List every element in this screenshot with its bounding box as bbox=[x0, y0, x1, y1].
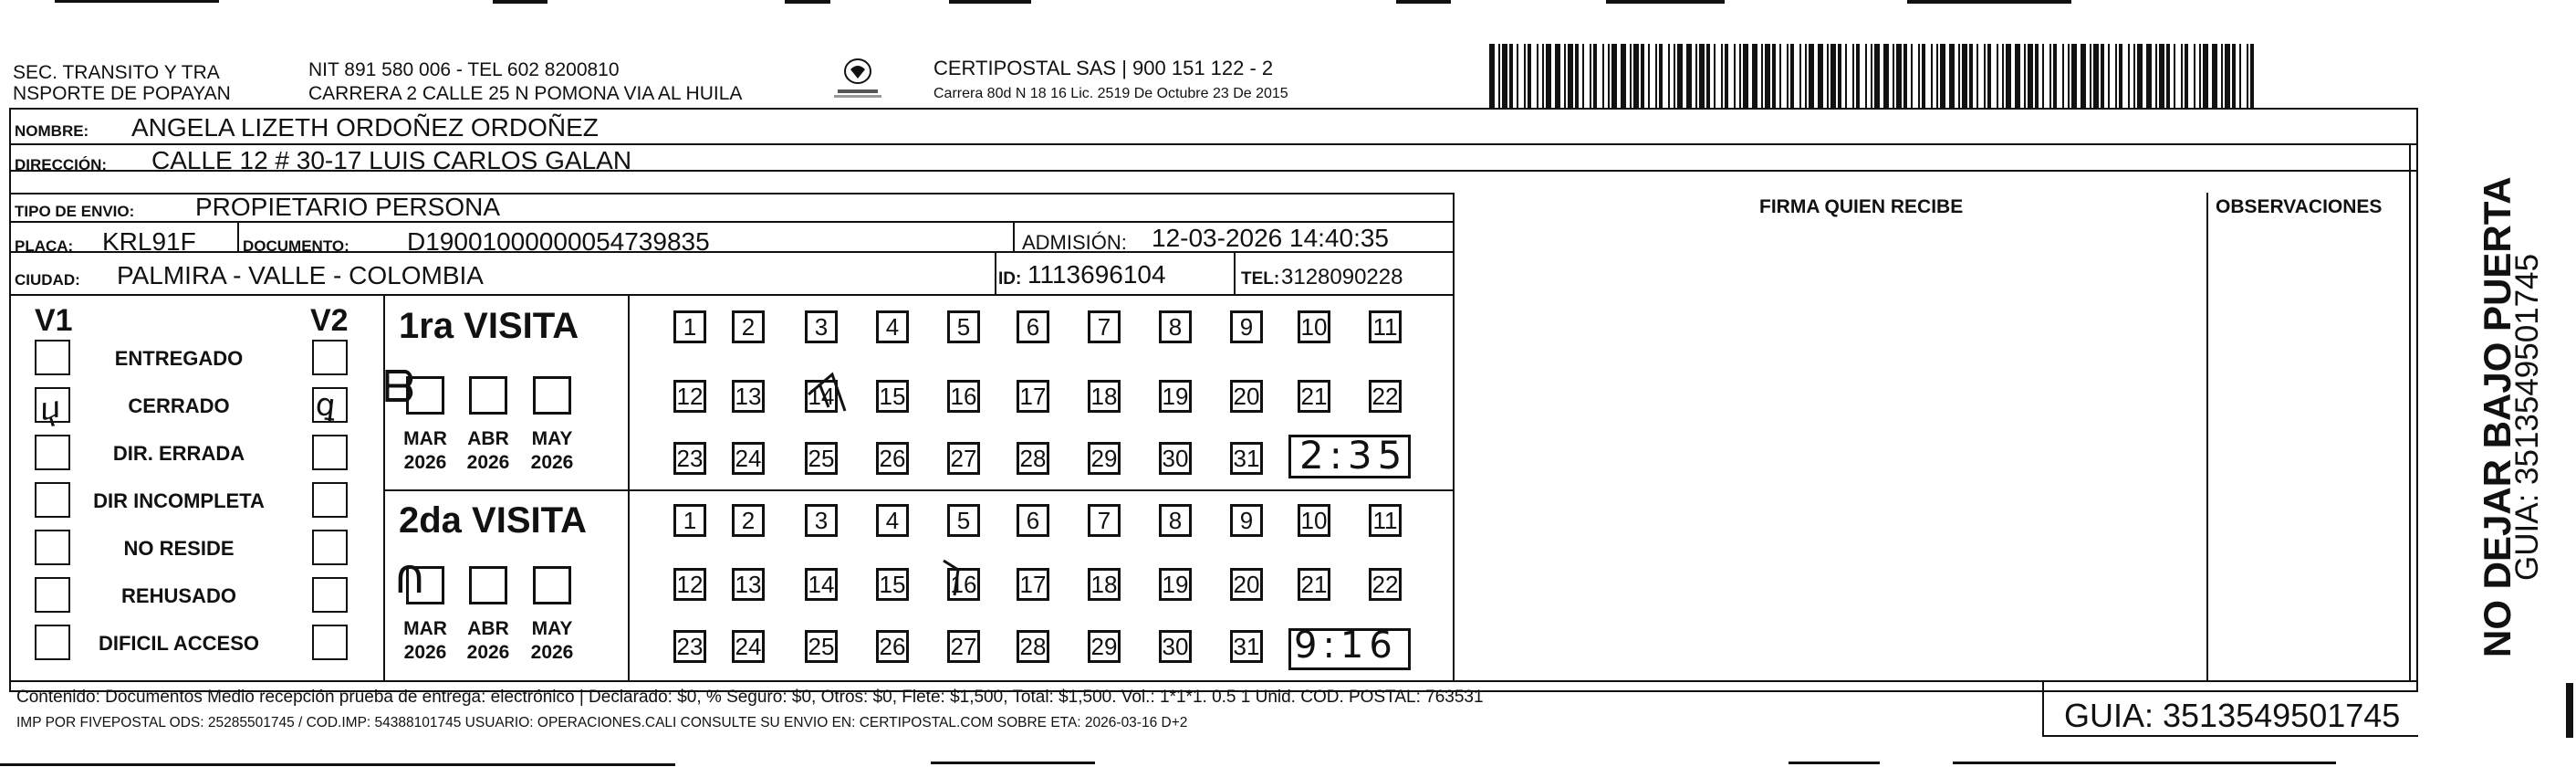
barcode-bar bbox=[2053, 44, 2057, 108]
day-checkbox-visit2[interactable]: 24 bbox=[732, 630, 765, 663]
barcode-bar bbox=[2247, 44, 2248, 108]
barcode-bar bbox=[2090, 44, 2091, 108]
day-checkbox-visit1[interactable]: 28 bbox=[1017, 442, 1049, 475]
day-checkbox-visit1[interactable]: 2 bbox=[732, 310, 765, 343]
v1-checkbox[interactable] bbox=[35, 340, 70, 375]
handwritten-mark-mar-visit2: ∩ bbox=[392, 550, 428, 604]
day-checkbox-visit2[interactable]: 16 bbox=[947, 568, 980, 601]
v1-checkbox[interactable] bbox=[35, 625, 70, 660]
barcode bbox=[1489, 44, 2256, 110]
barcode-bar bbox=[1893, 44, 1894, 108]
day-checkbox-visit1[interactable]: 14 bbox=[805, 380, 838, 413]
day-checkbox-visit2[interactable]: 26 bbox=[876, 630, 909, 663]
barcode-bar bbox=[1852, 44, 1854, 108]
v1-checkbox[interactable] bbox=[35, 530, 70, 565]
footer-impresion: IMP POR FIVEPOSTAL ODS: 25285501745 / COD.IMP: 54388101745 USUARIO: OPERACIONES.CALI CONSULTE SU ENVIO EN: CERTIPOSTAL.COM SOBRE ETA: 2026-03-16 D+2 bbox=[16, 715, 1188, 730]
barcode-bar bbox=[1805, 44, 1807, 108]
year-label: 2026 bbox=[466, 642, 510, 663]
company-line2: Carrera 80d N 18 16 Lic. 2519 De Octubre 23 De 2015 bbox=[933, 86, 1288, 101]
day-checkbox-visit1[interactable]: 24 bbox=[732, 442, 765, 475]
barcode-bar bbox=[1695, 44, 1697, 108]
barcode-bar bbox=[2068, 44, 2070, 108]
barcode-bar bbox=[1706, 44, 1710, 108]
v2-checkbox[interactable] bbox=[312, 482, 348, 518]
visit2-time-handwritten: 9:16 bbox=[1294, 625, 1398, 667]
barcode-bar bbox=[2185, 44, 2188, 108]
barcode-bar bbox=[1721, 44, 1723, 108]
day-checkbox-visit1[interactable]: 1 bbox=[673, 310, 706, 343]
barcode-bar bbox=[2093, 44, 2099, 108]
month-checkbox[interactable] bbox=[469, 376, 507, 415]
day-checkbox-visit2[interactable]: 20 bbox=[1230, 568, 1263, 601]
nombre-value: ANGELA LIZETH ORDOÑEZ ORDOÑEZ bbox=[131, 113, 599, 142]
barcode-bar bbox=[2133, 44, 2135, 108]
month-checkbox[interactable] bbox=[533, 566, 571, 604]
barcode-bar bbox=[2115, 44, 2117, 108]
bottom-edge-marks bbox=[0, 754, 2576, 767]
barcode-bar bbox=[1940, 44, 1945, 108]
barcode-bar bbox=[1568, 44, 1573, 108]
day-checkbox-visit2[interactable]: 3 bbox=[805, 504, 838, 537]
barcode-bar bbox=[1582, 44, 1584, 108]
barcode-bar bbox=[1502, 44, 1507, 108]
certipostal-logo bbox=[830, 53, 885, 100]
day-checkbox-visit2[interactable]: 28 bbox=[1017, 630, 1049, 663]
barcode-bar bbox=[2081, 44, 2086, 108]
day-checkbox-visit1[interactable]: 27 bbox=[947, 442, 980, 475]
month-label: MAY bbox=[531, 618, 573, 639]
barcode-bar bbox=[1874, 44, 1880, 108]
day-checkbox-visit1[interactable]: 22 bbox=[1369, 380, 1402, 413]
day-checkbox-visit2[interactable]: 30 bbox=[1159, 630, 1192, 663]
day-checkbox-visit2[interactable]: 12 bbox=[673, 568, 706, 601]
v2-checkbox[interactable] bbox=[312, 530, 348, 565]
barcode-bar bbox=[1838, 44, 1841, 108]
day-checkbox-visit1[interactable]: 11 bbox=[1369, 310, 1402, 343]
barcode-bar bbox=[1958, 44, 1960, 108]
v2-checkbox[interactable] bbox=[312, 577, 348, 613]
placa-label: PLACA: bbox=[15, 237, 74, 255]
barcode-bar bbox=[1668, 44, 1670, 108]
barcode-bar bbox=[1976, 44, 1978, 108]
barcode-bar bbox=[1765, 44, 1770, 108]
documento-label: DOCUMENTO: bbox=[243, 237, 349, 255]
barcode-bar bbox=[1962, 44, 1967, 108]
barcode-bar bbox=[2071, 44, 2077, 108]
barcode-bar bbox=[1936, 44, 1938, 108]
barcode-bar bbox=[2137, 44, 2143, 108]
company-line1: CERTIPOSTAL SAS | 900 151 122 - 2 bbox=[933, 57, 1274, 79]
id-value: 1113696104 bbox=[1027, 260, 1166, 289]
day-checkbox-visit1[interactable]: 15 bbox=[876, 380, 909, 413]
day-checkbox-visit1[interactable]: 10 bbox=[1298, 310, 1330, 343]
barcode-bar bbox=[1699, 44, 1705, 108]
barcode-bar bbox=[2101, 44, 2104, 108]
tel-label: TEL: bbox=[1241, 269, 1280, 289]
direccion-value: CALLE 12 # 30-17 LUIS CARLOS GALAN bbox=[151, 146, 632, 174]
month-label: ABR bbox=[467, 428, 509, 449]
barcode-bar bbox=[1593, 44, 1597, 108]
day-checkbox-visit1[interactable]: 3 bbox=[805, 310, 838, 343]
id-label: ID: bbox=[998, 269, 1022, 289]
barcode-bar bbox=[1809, 44, 1814, 108]
year-label: 2026 bbox=[530, 642, 574, 663]
nombre-label: NOMBRE: bbox=[15, 122, 89, 140]
barcode-bar bbox=[1725, 44, 1728, 108]
barcode-bar bbox=[1648, 44, 1650, 108]
nit-line: NIT 891 580 006 - TEL 602 8200810 bbox=[308, 59, 620, 80]
barcode-bar bbox=[1931, 44, 1933, 108]
month-label: MAY bbox=[531, 428, 573, 449]
barcode-bar bbox=[1761, 44, 1763, 108]
day-checkbox-visit1[interactable]: 6 bbox=[1017, 310, 1049, 343]
barcode-bar bbox=[2239, 44, 2241, 108]
barcode-bar bbox=[1621, 44, 1626, 108]
day-checkbox-visit2[interactable]: 31 bbox=[1230, 630, 1263, 663]
admision-label: ADMISIÓN: bbox=[1022, 231, 1127, 254]
day-checkbox-visit1[interactable]: 9 bbox=[1230, 310, 1263, 343]
placa-value: KRL91F bbox=[102, 227, 196, 256]
v1-checkbox[interactable] bbox=[35, 435, 70, 470]
barcode-bar bbox=[1674, 44, 1675, 108]
barcode-bar bbox=[1739, 44, 1741, 108]
barcode-bar bbox=[1641, 44, 1644, 108]
status-label: NO RESIDE bbox=[123, 537, 235, 560]
day-checkbox-visit1[interactable]: 7 bbox=[1088, 310, 1121, 343]
day-checkbox-visit2[interactable]: 22 bbox=[1369, 568, 1402, 601]
day-checkbox-visit2[interactable]: 18 bbox=[1088, 568, 1121, 601]
day-checkbox-visit2[interactable]: 7 bbox=[1088, 504, 1121, 537]
barcode-bar bbox=[2119, 44, 2122, 108]
month-checkbox[interactable] bbox=[469, 566, 507, 604]
barcode-bar bbox=[1546, 44, 1551, 108]
ciudad-value: PALMIRA - VALLE - COLOMBIA bbox=[117, 261, 484, 289]
barcode-bar bbox=[1509, 44, 1513, 108]
day-checkbox-visit1[interactable]: 18 bbox=[1088, 380, 1121, 413]
footer-guia: GUIA: 3513549501745 bbox=[2064, 697, 2401, 734]
barcode-bar bbox=[1655, 44, 1657, 108]
status-label: CERRADO bbox=[128, 394, 230, 417]
barcode-bar bbox=[1590, 44, 1591, 108]
barcode-bar bbox=[1949, 44, 1955, 108]
status-label: ENTREGADO bbox=[114, 347, 244, 370]
direccion-label: DIRECCIÓN: bbox=[15, 156, 108, 173]
visit1-title: 1ra VISITA bbox=[399, 306, 579, 346]
day-checkbox-visit1[interactable]: 16 bbox=[947, 380, 980, 413]
day-checkbox-visit2[interactable]: 9 bbox=[1230, 504, 1263, 537]
barcode-bar bbox=[1987, 44, 1991, 108]
day-checkbox-visit2[interactable]: 13 bbox=[732, 568, 765, 601]
day-checkbox-visit1[interactable]: 26 bbox=[876, 442, 909, 475]
month-label: MAR bbox=[403, 428, 447, 449]
barcode-bar bbox=[2049, 44, 2051, 108]
day-checkbox-visit1[interactable]: 17 bbox=[1017, 380, 1049, 413]
day-checkbox-visit1[interactable]: 13 bbox=[732, 380, 765, 413]
month-label: ABR bbox=[467, 618, 509, 639]
tel-value: 3128090228 bbox=[1281, 265, 1403, 289]
v2-checkbox[interactable] bbox=[312, 435, 348, 470]
barcode-bar bbox=[2108, 44, 2110, 108]
barcode-bar bbox=[2221, 44, 2223, 108]
barcode-bar bbox=[2042, 44, 2044, 108]
day-checkbox-visit1[interactable]: 29 bbox=[1088, 442, 1121, 475]
barcode-bar bbox=[1830, 44, 1836, 108]
status-label: REHUSADO bbox=[121, 584, 236, 607]
v1-checkbox[interactable] bbox=[35, 577, 70, 613]
handwritten-mark-mar-visit1: ᗷ bbox=[383, 362, 415, 413]
barcode-bar bbox=[1845, 44, 1847, 108]
day-checkbox-visit2[interactable]: 10 bbox=[1298, 504, 1330, 537]
barcode-bar bbox=[1677, 44, 1683, 108]
day-checkbox-visit2[interactable]: 5 bbox=[947, 504, 980, 537]
side-guia: GUIA: 3513549501745 bbox=[2509, 253, 2545, 581]
barcode-bar bbox=[1779, 44, 1781, 108]
barcode-bar bbox=[2181, 44, 2183, 108]
barcode-bar bbox=[1611, 44, 1617, 108]
documento-value: D19001000000054739835 bbox=[407, 227, 710, 256]
barcode-bar bbox=[1772, 44, 1776, 108]
day-checkbox-visit2[interactable]: 1 bbox=[673, 504, 706, 537]
address-line: CARRERA 2 CALLE 25 N POMONA VIA AL HUILA bbox=[308, 83, 743, 104]
day-checkbox-visit2[interactable]: 14 bbox=[805, 568, 838, 601]
barcode-bar bbox=[1537, 44, 1538, 108]
v2-checkbox[interactable] bbox=[312, 340, 348, 375]
admision-value: 12-03-2026 14:40:35 bbox=[1152, 224, 1389, 252]
day-checkbox-visit1[interactable]: 8 bbox=[1159, 310, 1192, 343]
year-label: 2026 bbox=[403, 452, 447, 473]
handwritten-mark-day-14 bbox=[801, 367, 854, 418]
barcode-bar bbox=[1686, 44, 1692, 108]
barcode-bar bbox=[1818, 44, 1823, 108]
barcode-bar bbox=[1498, 44, 1500, 108]
barcode-bar bbox=[1918, 44, 1920, 108]
barcode-bar bbox=[1542, 44, 1544, 108]
barcode-bar bbox=[1575, 44, 1579, 108]
v1-label: V1 bbox=[35, 303, 73, 338]
barcode-bar bbox=[1630, 44, 1632, 108]
tipo-envio-label: TIPO DE ENVIO: bbox=[15, 203, 135, 220]
barcode-bar bbox=[2212, 44, 2217, 108]
barcode-bar bbox=[1911, 44, 1913, 108]
handwritten-check-v1-cerrado: ⴤ bbox=[37, 389, 63, 429]
day-checkbox-visit1[interactable]: 20 bbox=[1230, 380, 1263, 413]
month-label: MAR bbox=[403, 618, 447, 639]
barcode-bar bbox=[1602, 44, 1604, 108]
day-checkbox-visit1[interactable]: 30 bbox=[1159, 442, 1192, 475]
visit1-time-handwritten: 2:35 bbox=[1299, 433, 1408, 478]
year-label: 2026 bbox=[530, 452, 574, 473]
barcode-bar bbox=[1984, 44, 1986, 108]
barcode-bar bbox=[2225, 44, 2230, 108]
top-edge-marks bbox=[0, 0, 2576, 7]
day-checkbox-visit2[interactable]: 11 bbox=[1369, 504, 1402, 537]
barcode-bar bbox=[1555, 44, 1560, 108]
year-label: 2026 bbox=[403, 642, 447, 663]
barcode-bar bbox=[1564, 44, 1566, 108]
day-checkbox-visit2[interactable]: 19 bbox=[1159, 568, 1192, 601]
barcode-bar bbox=[1997, 44, 1998, 108]
barcode-bar bbox=[2146, 44, 2152, 108]
barcode-bar bbox=[1734, 44, 1736, 108]
v2-label: V2 bbox=[310, 303, 349, 338]
status-label: DIR INCOMPLETA bbox=[93, 489, 265, 512]
barcode-bar bbox=[2232, 44, 2236, 108]
handwritten-check-v2-cerrado: ꝗ bbox=[313, 385, 338, 426]
barcode-bar bbox=[1633, 44, 1639, 108]
barcode-bar bbox=[1659, 44, 1663, 108]
barcode-bar bbox=[2166, 44, 2170, 108]
barcode-bar bbox=[2250, 44, 2254, 108]
barcode-bar bbox=[2128, 44, 2130, 108]
day-checkbox-visit1[interactable]: 4 bbox=[876, 310, 909, 343]
day-checkbox-visit2[interactable]: 2 bbox=[732, 504, 765, 537]
barcode-bar bbox=[2035, 44, 2039, 108]
barcode-bar bbox=[1528, 44, 1531, 108]
barcode-bar bbox=[1827, 44, 1829, 108]
barcode-bar bbox=[2024, 44, 2026, 108]
barcode-bar bbox=[1790, 44, 1794, 108]
day-checkbox-visit1[interactable]: 21 bbox=[1298, 380, 1330, 413]
day-checkbox-visit1[interactable]: 23 bbox=[673, 442, 706, 475]
day-checkbox-visit2[interactable]: 21 bbox=[1298, 568, 1330, 601]
day-checkbox-visit2[interactable]: 15 bbox=[876, 568, 909, 601]
barcode-bar bbox=[1524, 44, 1526, 108]
barcode-bar bbox=[1799, 44, 1801, 108]
day-checkbox-visit2[interactable]: 23 bbox=[673, 630, 706, 663]
v2-checkbox[interactable] bbox=[312, 625, 348, 660]
day-checkbox-visit2[interactable]: 25 bbox=[805, 630, 838, 663]
right-edge-mark bbox=[2566, 683, 2573, 738]
barcode-bar bbox=[1787, 44, 1789, 108]
day-checkbox-visit2[interactable]: 8 bbox=[1159, 504, 1192, 537]
barcode-bar bbox=[1865, 44, 1867, 108]
barcode-bar bbox=[1517, 44, 1518, 108]
footer-contenido: Contenido: Documentos Medio recepción prueba de entrega: electrónico | Declarado: $0, % Seguro: $0, Otros: $0, Flete: $1,500, Total: $1,500. Vol.: 1*1*1. 0.5 1 Unid. COD. POSTAL: 763531 bbox=[16, 688, 1484, 707]
barcode-bar bbox=[1969, 44, 1973, 108]
month-checkbox[interactable] bbox=[533, 376, 571, 415]
day-checkbox-visit2[interactable]: 27 bbox=[947, 630, 980, 663]
barcode-bar bbox=[2015, 44, 2020, 108]
sec-transito-line2: NSPORTE DE POPAYAN bbox=[13, 83, 231, 104]
day-checkbox-visit2[interactable]: 4 bbox=[876, 504, 909, 537]
barcode-bar bbox=[1871, 44, 1872, 108]
handwritten-mark-day-16 bbox=[940, 555, 976, 601]
barcode-bar bbox=[2155, 44, 2157, 108]
barcode-bar bbox=[1922, 44, 1925, 108]
barcode-bar bbox=[2006, 44, 2011, 108]
barcode-bar bbox=[1896, 44, 1902, 108]
barcode-bar bbox=[1883, 44, 1889, 108]
no-dejar-bajo-puerta: NO DEJAR BAJO PUERTA bbox=[2476, 176, 2519, 657]
barcode-bar bbox=[2062, 44, 2064, 108]
day-checkbox-visit1[interactable]: 5 bbox=[947, 310, 980, 343]
v1-checkbox[interactable] bbox=[35, 482, 70, 518]
day-checkbox-visit1[interactable]: 12 bbox=[673, 380, 706, 413]
day-checkbox-visit1[interactable]: 31 bbox=[1230, 442, 1263, 475]
day-checkbox-visit2[interactable]: 29 bbox=[1088, 630, 1121, 663]
barcode-bar bbox=[1743, 44, 1748, 108]
barcode-bar bbox=[1903, 44, 1907, 108]
status-label: DIFICIL ACCESO bbox=[98, 632, 260, 655]
observaciones-header: OBSERVACIONES bbox=[2216, 196, 2383, 217]
sec-transito-line1: SEC. TRANSITO Y TRA bbox=[13, 62, 220, 83]
day-checkbox-visit1[interactable]: 25 bbox=[805, 442, 838, 475]
barcode-bar bbox=[1714, 44, 1716, 108]
day-checkbox-visit2[interactable]: 17 bbox=[1017, 568, 1049, 601]
barcode-bar bbox=[2199, 44, 2201, 108]
barcode-bar bbox=[2174, 44, 2175, 108]
year-label: 2026 bbox=[466, 452, 510, 473]
barcode-bar bbox=[1489, 44, 1495, 108]
ciudad-label: CIUDAD: bbox=[15, 271, 80, 289]
barcode-bar bbox=[2203, 44, 2208, 108]
tipo-envio-value: PROPIETARIO PERSONA bbox=[195, 193, 500, 221]
barcode-bar bbox=[2028, 44, 2033, 108]
barcode-bar bbox=[2159, 44, 2164, 108]
barcode-bar bbox=[1856, 44, 1860, 108]
day-checkbox-visit1[interactable]: 19 bbox=[1159, 380, 1192, 413]
status-label: DIR. ERRADA bbox=[112, 442, 245, 465]
day-checkbox-visit2[interactable]: 6 bbox=[1017, 504, 1049, 537]
barcode-bar bbox=[1608, 44, 1610, 108]
firma-header: FIRMA QUIEN RECIBE bbox=[1759, 196, 1964, 217]
barcode-bar bbox=[2194, 44, 2195, 108]
barcode-bar bbox=[2002, 44, 2004, 108]
visit2-title: 2da VISITA bbox=[399, 500, 587, 541]
barcode-bar bbox=[1752, 44, 1757, 108]
